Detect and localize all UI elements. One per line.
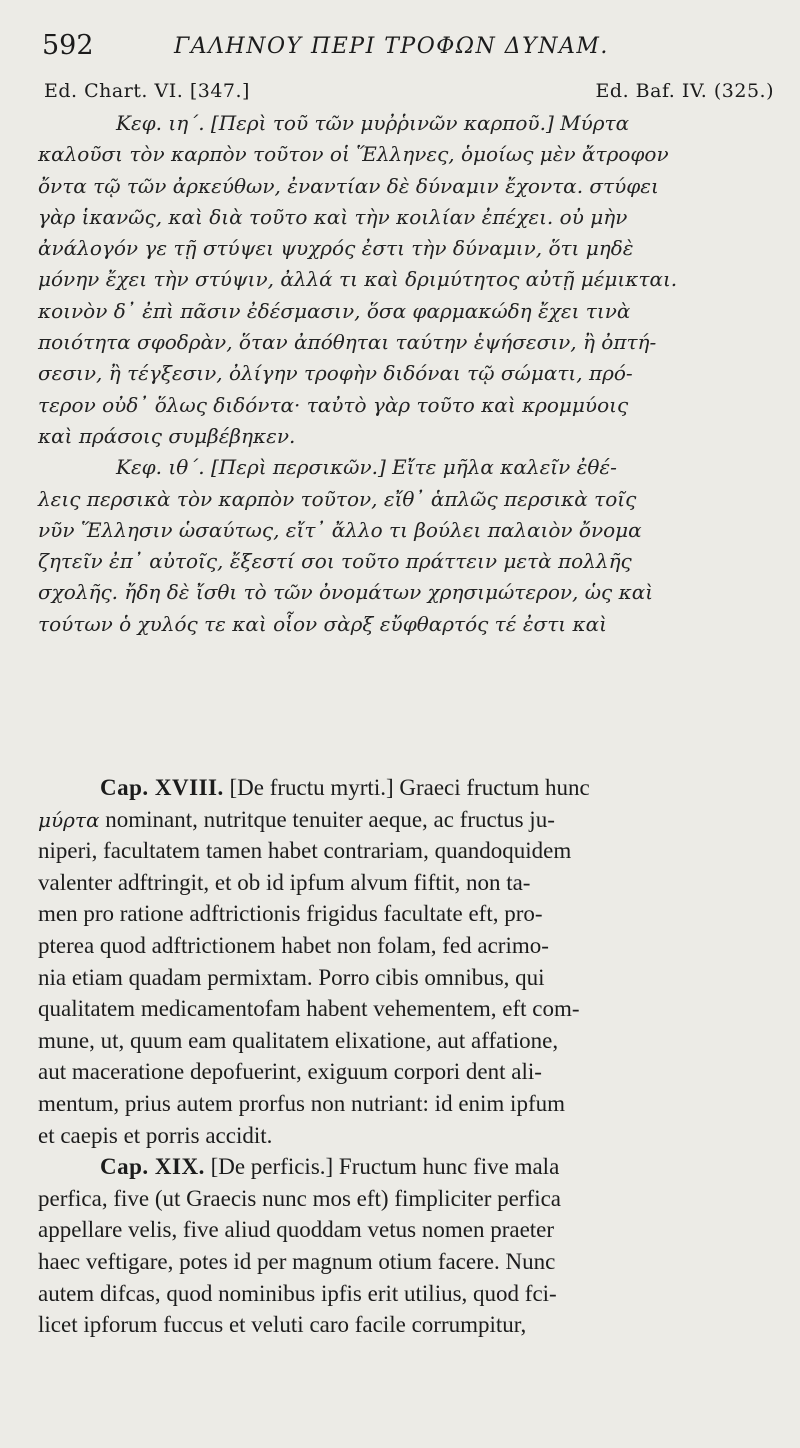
greek-line: τούτων ὁ χυλός τε καὶ οἷον σὰρξ εὔφθαρτός τέ ἐστι καὶ [38,611,607,636]
running-head [42,30,772,70]
greek-line: σχολῆς. ἤδη δὲ ἴσθι τὸ τῶν ὀνομάτων χρησιμώτερον, ὡς καὶ [38,580,654,605]
latin-line [38,1151,766,1183]
greek-line: νῦν Ἕλλησιν ὡσαύτως, εἴτ᾽ ἄλλο τι βούλει παλαιὸν ὄνομα [38,517,642,542]
greek-line: κοινὸν δ᾽ ἐπὶ πᾶσιν ἐδέσμασιν, ὅσα φαρμακώδη ἔχει τινὰ [38,298,631,323]
greek-line: γὰρ ἱκανῶς, καὶ διὰ τοῦτο καὶ τὴν κοιλίαν ἐπέχει. οὐ μὴν [38,204,628,229]
greek-line: λεις περσικὰ τὸν καρπὸν τοῦτον, εἴθ᾽ ἁπλῶς περσικὰ τοῖς [38,486,637,511]
latin-line [38,804,766,836]
greek-line: ἀνάλογόν γε τῇ στύψει ψυχρός ἐστι τὴν δύναμιν, ὅτι μηδὲ [38,236,634,261]
latin-line-text: [De perficis.] Fructum hunc five mala [210,1154,560,1180]
chapter-label-xix: Cap. XIX. [100,1154,205,1180]
latin-line [38,772,766,804]
latin-line: mentum, prius autem prorfus non nutriant: id enim ipfum [38,1090,566,1116]
greek-line: ποιότητα σφοδρὰν, ὅταν ἀπόθηται ταύτην ἑψήσεσιν, ἢ ὀπτή- [38,330,657,355]
greek-line: ὄντα τῷ τῶν ἀρκεύθων, ἐναντίαν δὲ δύναμιν ἔχοντα. στύφει [38,173,659,198]
latin-line: et caepis et porris accidit. [38,1122,273,1148]
latin-line: pterea quod adftrictionem habet non folam, fed acrimo- [38,932,549,958]
latin-line: qualitatem medicamentofam habent vehementem, eft com- [38,996,580,1022]
latin-line: licet ipforum fuccus et veluti caro facile corrumpitur, [38,1312,527,1338]
greek-word: μύρτα [38,807,100,832]
page-number: 592 [42,30,94,61]
latin-line: niperi, facultatem tamen habet contrariam, quandoquidem [38,838,572,864]
latin-line: perfica, five (ut Graecis nunc mos eft) fimpliciter perfica [38,1185,562,1211]
latin-line: appellare velis, five aliud quoddam vetus nomen praeter [38,1217,555,1243]
greek-line: μόνην ἔχει τὴν στύψιν, ἀλλά τι καὶ δριμύτητος αὐτῇ μέμικται. [38,267,678,292]
chapter-label-xviii: Cap. XVIII. [100,775,224,800]
latin-line: aut maceratione depofuerint, exiguum corpori dent ali- [38,1059,542,1085]
greek-line: τερον οὐδ᾽ ὅλως διδόντα· ταὐτὸ γὰρ τοῦτο καὶ κρομμύοις [38,392,629,417]
greek-line: Κεφ. ιη΄. [Περὶ τοῦ τῶν μυῤῥινῶν καρποῦ.] Μύρτα [116,111,630,135]
latin-line: autem difcas, quod nominibus ipfis erit utilius, quod fci- [38,1280,557,1306]
latin-line: nia etiam quadam permixtam. Porro cibis omnibus, qui [38,964,545,990]
greek-text [38,108,766,640]
greek-line: καὶ πράσοις συμβέβηκεν. [38,423,296,448]
latin-line-text: [De fructu myrti.] Graeci fructum hunc [229,775,590,800]
latin-line: men pro ratione adftrictionis frigidus facultate eft, pro- [38,901,543,927]
latin-line: mune, ut, quum eam qualitatem elixatione, aut affatione, [38,1027,559,1053]
latin-line: valenter adftringit, et ob id ipfum alvum fiftit, non ta- [38,869,531,895]
greek-line: Κεφ. ιθ΄. [Περὶ περσικῶν.] Εἴτε μῆλα καλεῖν ἐθέ- [116,455,617,480]
greek-line: σεσιν, ἢ τέγξεσιν, ὀλίγην τροφὴν διδόναι τῷ σώματι, πρό- [38,361,633,386]
edition-basel: Ed. Baf. IV. (325.) [595,80,774,102]
greek-line: καλοῦσι τὸν καρπὸν τοῦτον οἱ Ἕλληνες, ὁμοίως μὲν ἄτροφον [38,142,669,167]
running-title: ΓΑΛΗΝΟΥ ΠΕΡΙ ΤΡΟΦΩΝ ΔΥΝΑΜ. [174,34,609,59]
latin-line: haec veftigare, potes id per magnum otium facere. Nunc [38,1248,556,1274]
greek-line: ζητεῖν ἐπ᾽ αὐτοῖς, ἔξεστί σοι τοῦτο πράττειν μετὰ πολλῆς [38,549,632,574]
edition-chartier: Ed. Chart. VI. [347.] [44,80,250,102]
latin-translation [38,772,766,1341]
latin-line-text: nominant, nutritque tenuiter aeque, ac fructus ju- [105,806,555,832]
